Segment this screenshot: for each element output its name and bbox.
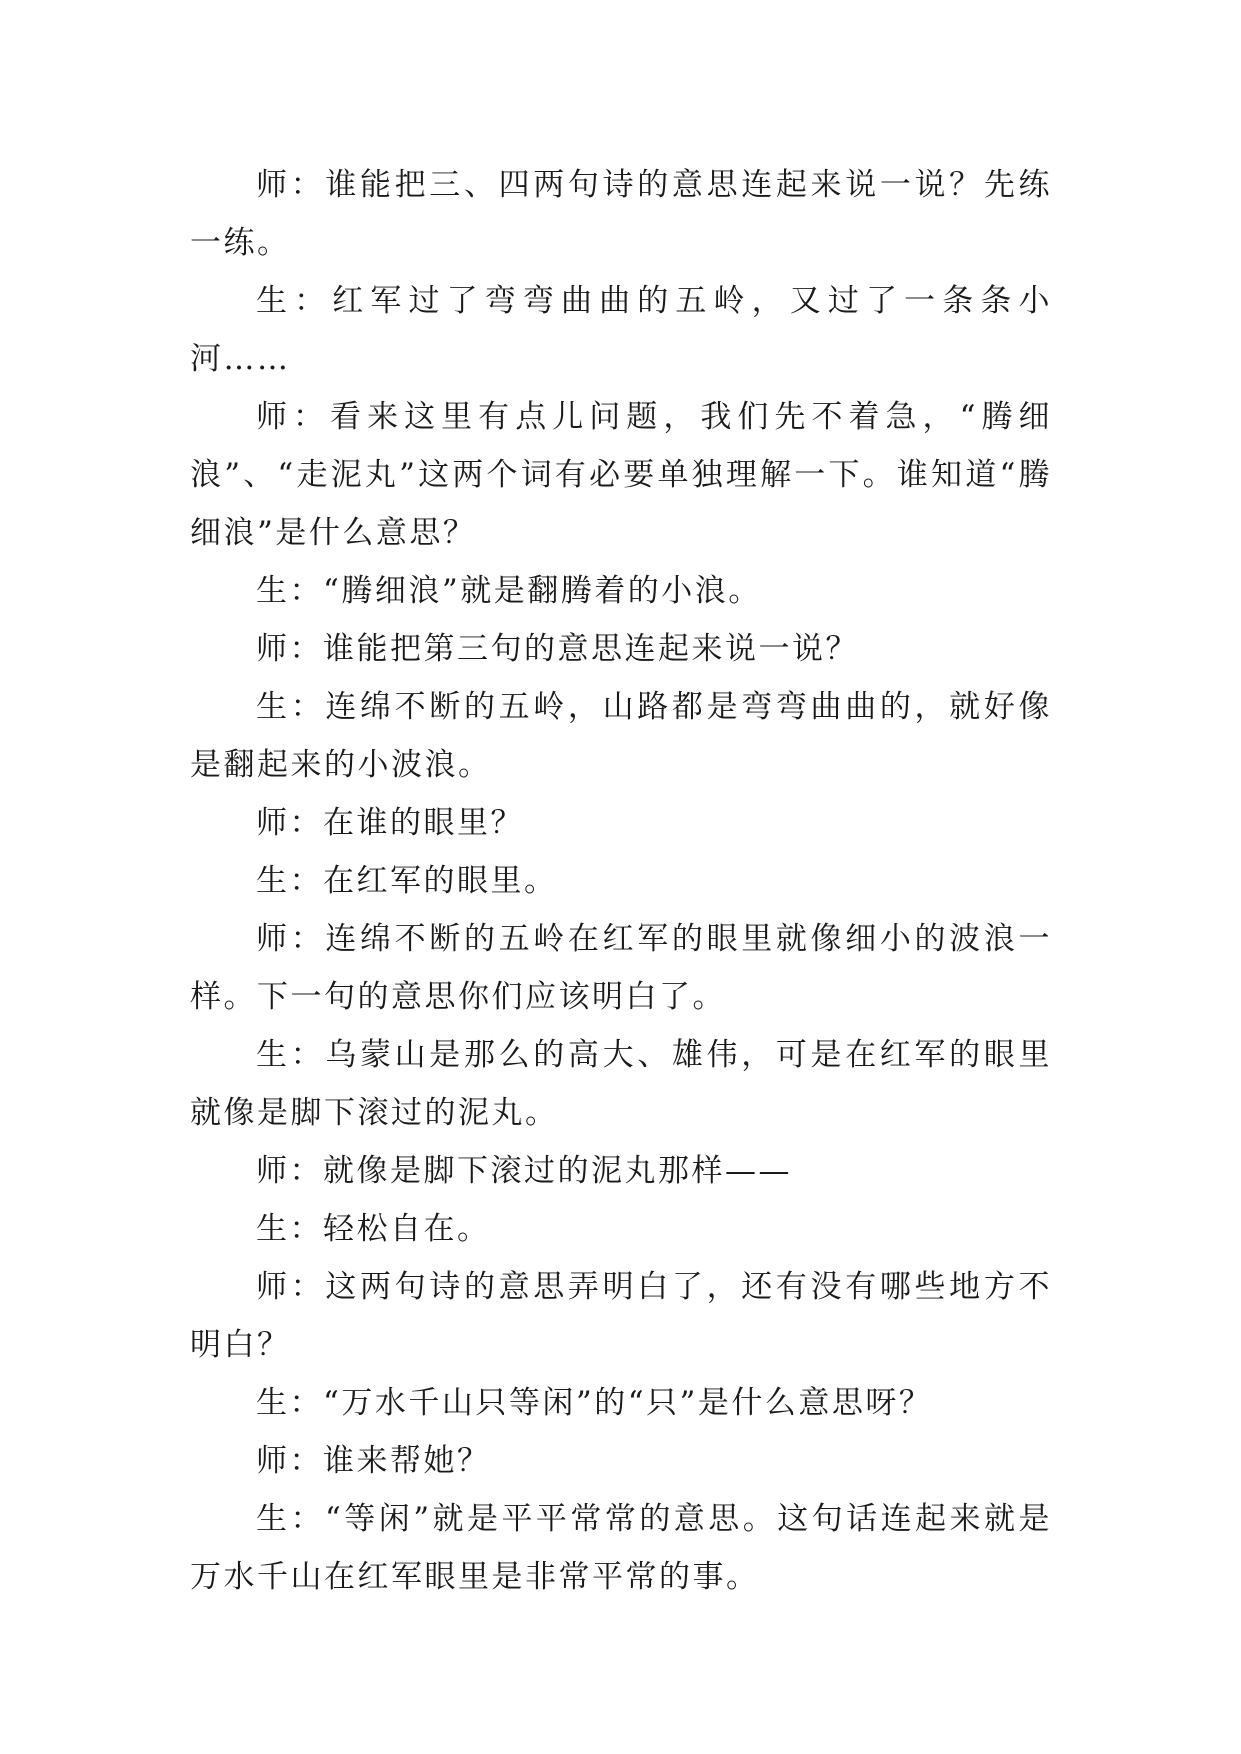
paragraph: 师：看来这里有点儿问题，我们先不着急，“腾细浪”、“走泥丸”这两个词有必要单独理解一下。谁知道“腾细浪”是什么意思？ [190, 399, 1052, 551]
paragraph: 师：谁来帮她？ [256, 1443, 491, 1479]
paragraph: 生：“万水千山只等闲”的“只”是什么意思呀？ [256, 1385, 933, 1421]
paragraph: 生：连绵不断的五岭，山路都是弯弯曲曲的，就好像是翻起来的小波浪。 [190, 689, 1052, 783]
paragraph: 师：在谁的眼里？ [256, 805, 524, 841]
paragraph: 生：轻松自在。 [256, 1211, 491, 1247]
paragraph: 生：“等闲”就是平平常常的意思。这句话连起来就是万水千山在红军眼里是非常平常的事。 [190, 1501, 1052, 1595]
paragraph: 师：谁能把三、四两句诗的意思连起来说一说？先练一练。 [190, 167, 1052, 261]
paragraph: 师：这两句诗的意思弄明白了，还有没有哪些地方不明白？ [190, 1269, 1052, 1363]
paragraph: 生：乌蒙山是那么的高大、雄伟，可是在红军的眼里就像是脚下滚过的泥丸。 [190, 1037, 1052, 1131]
paragraph: 生：在红军的眼里。 [256, 863, 558, 899]
paragraph: 师：连绵不断的五岭在红军的眼里就像细小的波浪一样。下一句的意思你们应该明白了。 [190, 921, 1052, 1015]
document-body [190, 156, 1052, 1606]
paragraph: 生：“腾细浪”就是翻腾着的小浪。 [256, 573, 762, 609]
paragraph: 生：红军过了弯弯曲曲的五岭，又过了一条条小河…… [190, 283, 1052, 377]
paragraph: 师：就像是脚下滚过的泥丸那样—— [256, 1153, 792, 1189]
paragraph: 师：谁能把第三句的意思连起来说一说？ [256, 631, 859, 667]
